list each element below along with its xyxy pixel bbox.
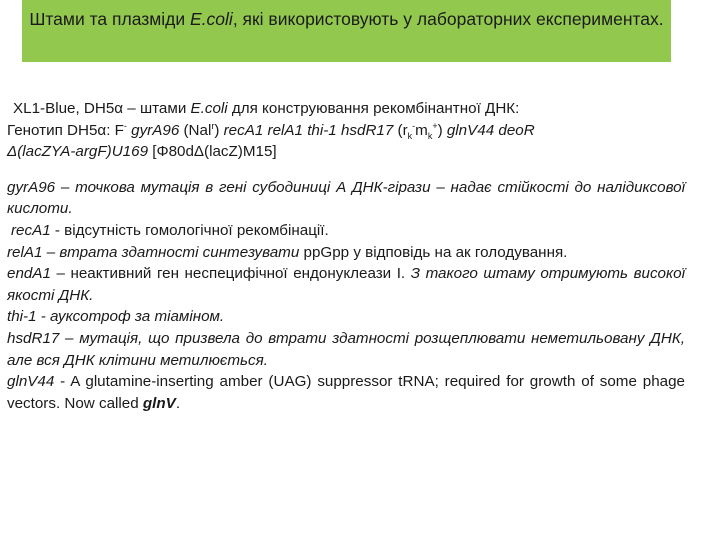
slide-title-banner (22, 0, 671, 62)
genotype-nal: (Nal (179, 121, 212, 139)
genotype-phi80: [Φ80dΔ(lacZ)M15] (148, 143, 277, 161)
genotype-sup: - (123, 120, 127, 131)
genotype-gyr: gyrA96 (126, 121, 180, 139)
mutation-gln (7, 371, 685, 414)
genotype-nal-sup: r (211, 120, 215, 131)
mutation-gyr (7, 177, 685, 220)
genotype-rec: recA1 relA1 thi-1 hsdR17 (223, 121, 394, 139)
title-species: E.coli (190, 9, 233, 29)
mutation-rel-end: у відповідь на ак голодування. (349, 243, 568, 261)
mutation-hsd-text: hsdR17 – мутація, що призвела до втрати здатності розщеплювати неметильовану ДНК, але вся ДНК клітини метилюється. (7, 329, 685, 369)
genotype-label: Генотип DH5α: F (7, 121, 124, 139)
mutation-gln-end: . (175, 394, 181, 412)
intro-strains-line (7, 98, 685, 120)
mutation-gln-name: glnV44 (7, 373, 55, 391)
mutation-rec (7, 220, 685, 242)
mutation-end-text: – неактивний ген неспецифічної ендонуклеази I. (50, 265, 406, 283)
mutation-rel (7, 242, 685, 264)
strains-purpose: для конструювання рекомбінантної ДНК: (227, 100, 520, 117)
mutation-end-italic: З такого штаму отримують високої якості ДНК. (7, 265, 685, 304)
mutation-gyr-text: gyrA96 – точкова мутація в гені субодиниці А ДНК-гірази – надає стійкості до налідиксової кислоти. (7, 178, 685, 218)
mutation-rel-text: – втрата здатності синтезувати (42, 243, 304, 261)
slide-body (7, 98, 685, 414)
mutation-rel-name: relA1 (7, 243, 43, 261)
mutation-hsd (7, 328, 685, 371)
genotype-mk-sub: k (427, 130, 433, 141)
title-text-rest: , які використовують у лабораторних експериментах. (232, 9, 664, 29)
mutation-gln-text: - A glutamine-inserting amber (UAG) suppressor tRNA; required for growth of some phage vectors. Now called (7, 373, 685, 412)
mutation-end (7, 263, 685, 306)
mutation-end-name: endA1 (7, 265, 51, 283)
mutation-rec-name: recA1 (11, 221, 51, 239)
genotype-rk: (r (393, 121, 408, 139)
mutation-rel-ppgpp: ppGpp (303, 243, 350, 261)
genotype-line (7, 120, 685, 142)
title-text: Штами та плазміди (29, 9, 191, 29)
genotype-nal-close: ) (214, 121, 224, 139)
genotype-lac: Δ(lacZYA-argF)U169 (7, 143, 149, 161)
genotype-mk: m (415, 121, 428, 139)
mutation-rec-text: - відсутність гомологічної рекомбінації. (50, 221, 329, 239)
spacer (7, 163, 685, 177)
mutation-thi (7, 306, 685, 328)
genotype-gln-deo: glnV44 deoR (446, 121, 535, 139)
mutation-gln-bold: glnV (142, 394, 176, 412)
genotype-mk-sup: + (432, 120, 438, 131)
genotype-rk-close: ) (437, 121, 447, 139)
strains-species: E.coli (190, 100, 228, 117)
genotype-line-3 (7, 141, 685, 163)
mutation-thi-text: thi-1 - ауксотроф за тіаміном. (7, 308, 225, 326)
genotype-rk-sub: k (407, 130, 413, 141)
genotype-rk-sup: - (412, 120, 416, 131)
strains-text: XL1-Blue, DH5α – штами (13, 100, 191, 117)
